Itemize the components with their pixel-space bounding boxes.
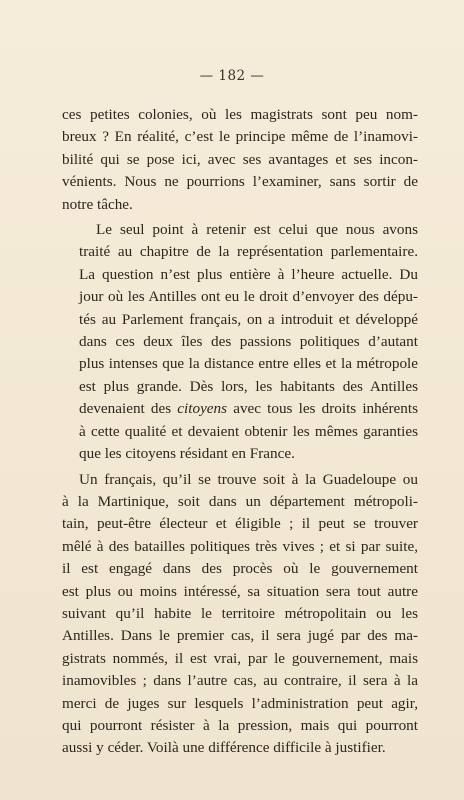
text-line: La question n’est plus entière à l’heure actuelle. Du <box>79 265 418 283</box>
text-run: avec tous les droits inhérents <box>233 400 418 418</box>
text-line: traité au chapitre de la représentation parlementaire. <box>79 243 418 261</box>
text-line: à cette qualité et devaient obtenir les mêmes garanties <box>79 422 418 440</box>
page-number: — 182 — <box>199 68 265 84</box>
text-line: il est engagé dans des procès où le gouvernement <box>62 560 418 578</box>
text-line: tés au Parlement français, on a introduit et développé <box>79 310 418 328</box>
text-line: dans ces deux îles des passions politiques d’autant <box>79 333 418 351</box>
text-line: bilité qui se pose ici, avec ses avantages et ses incon- <box>62 150 418 168</box>
paragraph-2 <box>62 219 418 465</box>
text-line: gistrats nommés, il est vrai, par le gouvernement, mais <box>62 649 418 667</box>
text-line: Un français, qu’il se trouve soit à la Guadeloupe ou <box>79 470 418 488</box>
italic-word: citoyens <box>177 400 228 418</box>
text-line: aussi y céder. Voilà une différence difficile à justifier. <box>62 739 386 757</box>
text-line: que les citoyens résidant en France. <box>79 445 295 463</box>
text-line: inamovibles ; dans l’autre cas, au contraire, il sera à la <box>62 672 418 690</box>
text-line: notre tâche. <box>62 195 133 213</box>
text-line: ces petites colonies, où les magistrats sont peu nom- <box>62 106 418 123</box>
body-text <box>62 104 418 760</box>
text-line: Antilles. Dans le premier cas, il sera jugé par des ma- <box>62 627 418 645</box>
text-run: devenaient des <box>79 400 172 418</box>
text-line: jour où les Antilles ont eu le droit d’envoyer des dépu- <box>79 288 418 306</box>
text-line: breux ? En réalité, c’est le principe même de l’inamovi- <box>62 128 418 146</box>
text-line: qui pourront résister à la pression, mais qui pourront <box>62 716 418 734</box>
text-line-with-italic <box>62 398 418 420</box>
text-line: Le seul point à retenir est celui que nous avons <box>96 221 418 239</box>
paragraph-3 <box>62 469 418 760</box>
paragraph-1 <box>62 104 418 216</box>
text-line: à la Martinique, soit dans un département métropoli- <box>62 492 418 510</box>
text-line: mêlé à des batailles politiques très vives ; et si par suite, <box>62 537 418 555</box>
text-line: tain, peut-être électeur et éligible ; il peut se trouver <box>62 515 418 533</box>
text-line: suivant qu’il habite le territoire métropolitain ou les <box>62 604 418 622</box>
text-line: est plus grande. Dès lors, les habitants des Antilles <box>79 377 418 395</box>
text-line: vénients. Nous ne pourrions l’examiner, sans sortir de <box>62 173 418 191</box>
text-line: plus intenses que la distance entre elles et la métropole <box>79 355 418 373</box>
text-line: merci de juges sur lesquels l’administration peut agir, <box>62 694 418 712</box>
text-line: est plus ou moins intéressé, sa situation sera tout autre <box>62 582 418 600</box>
